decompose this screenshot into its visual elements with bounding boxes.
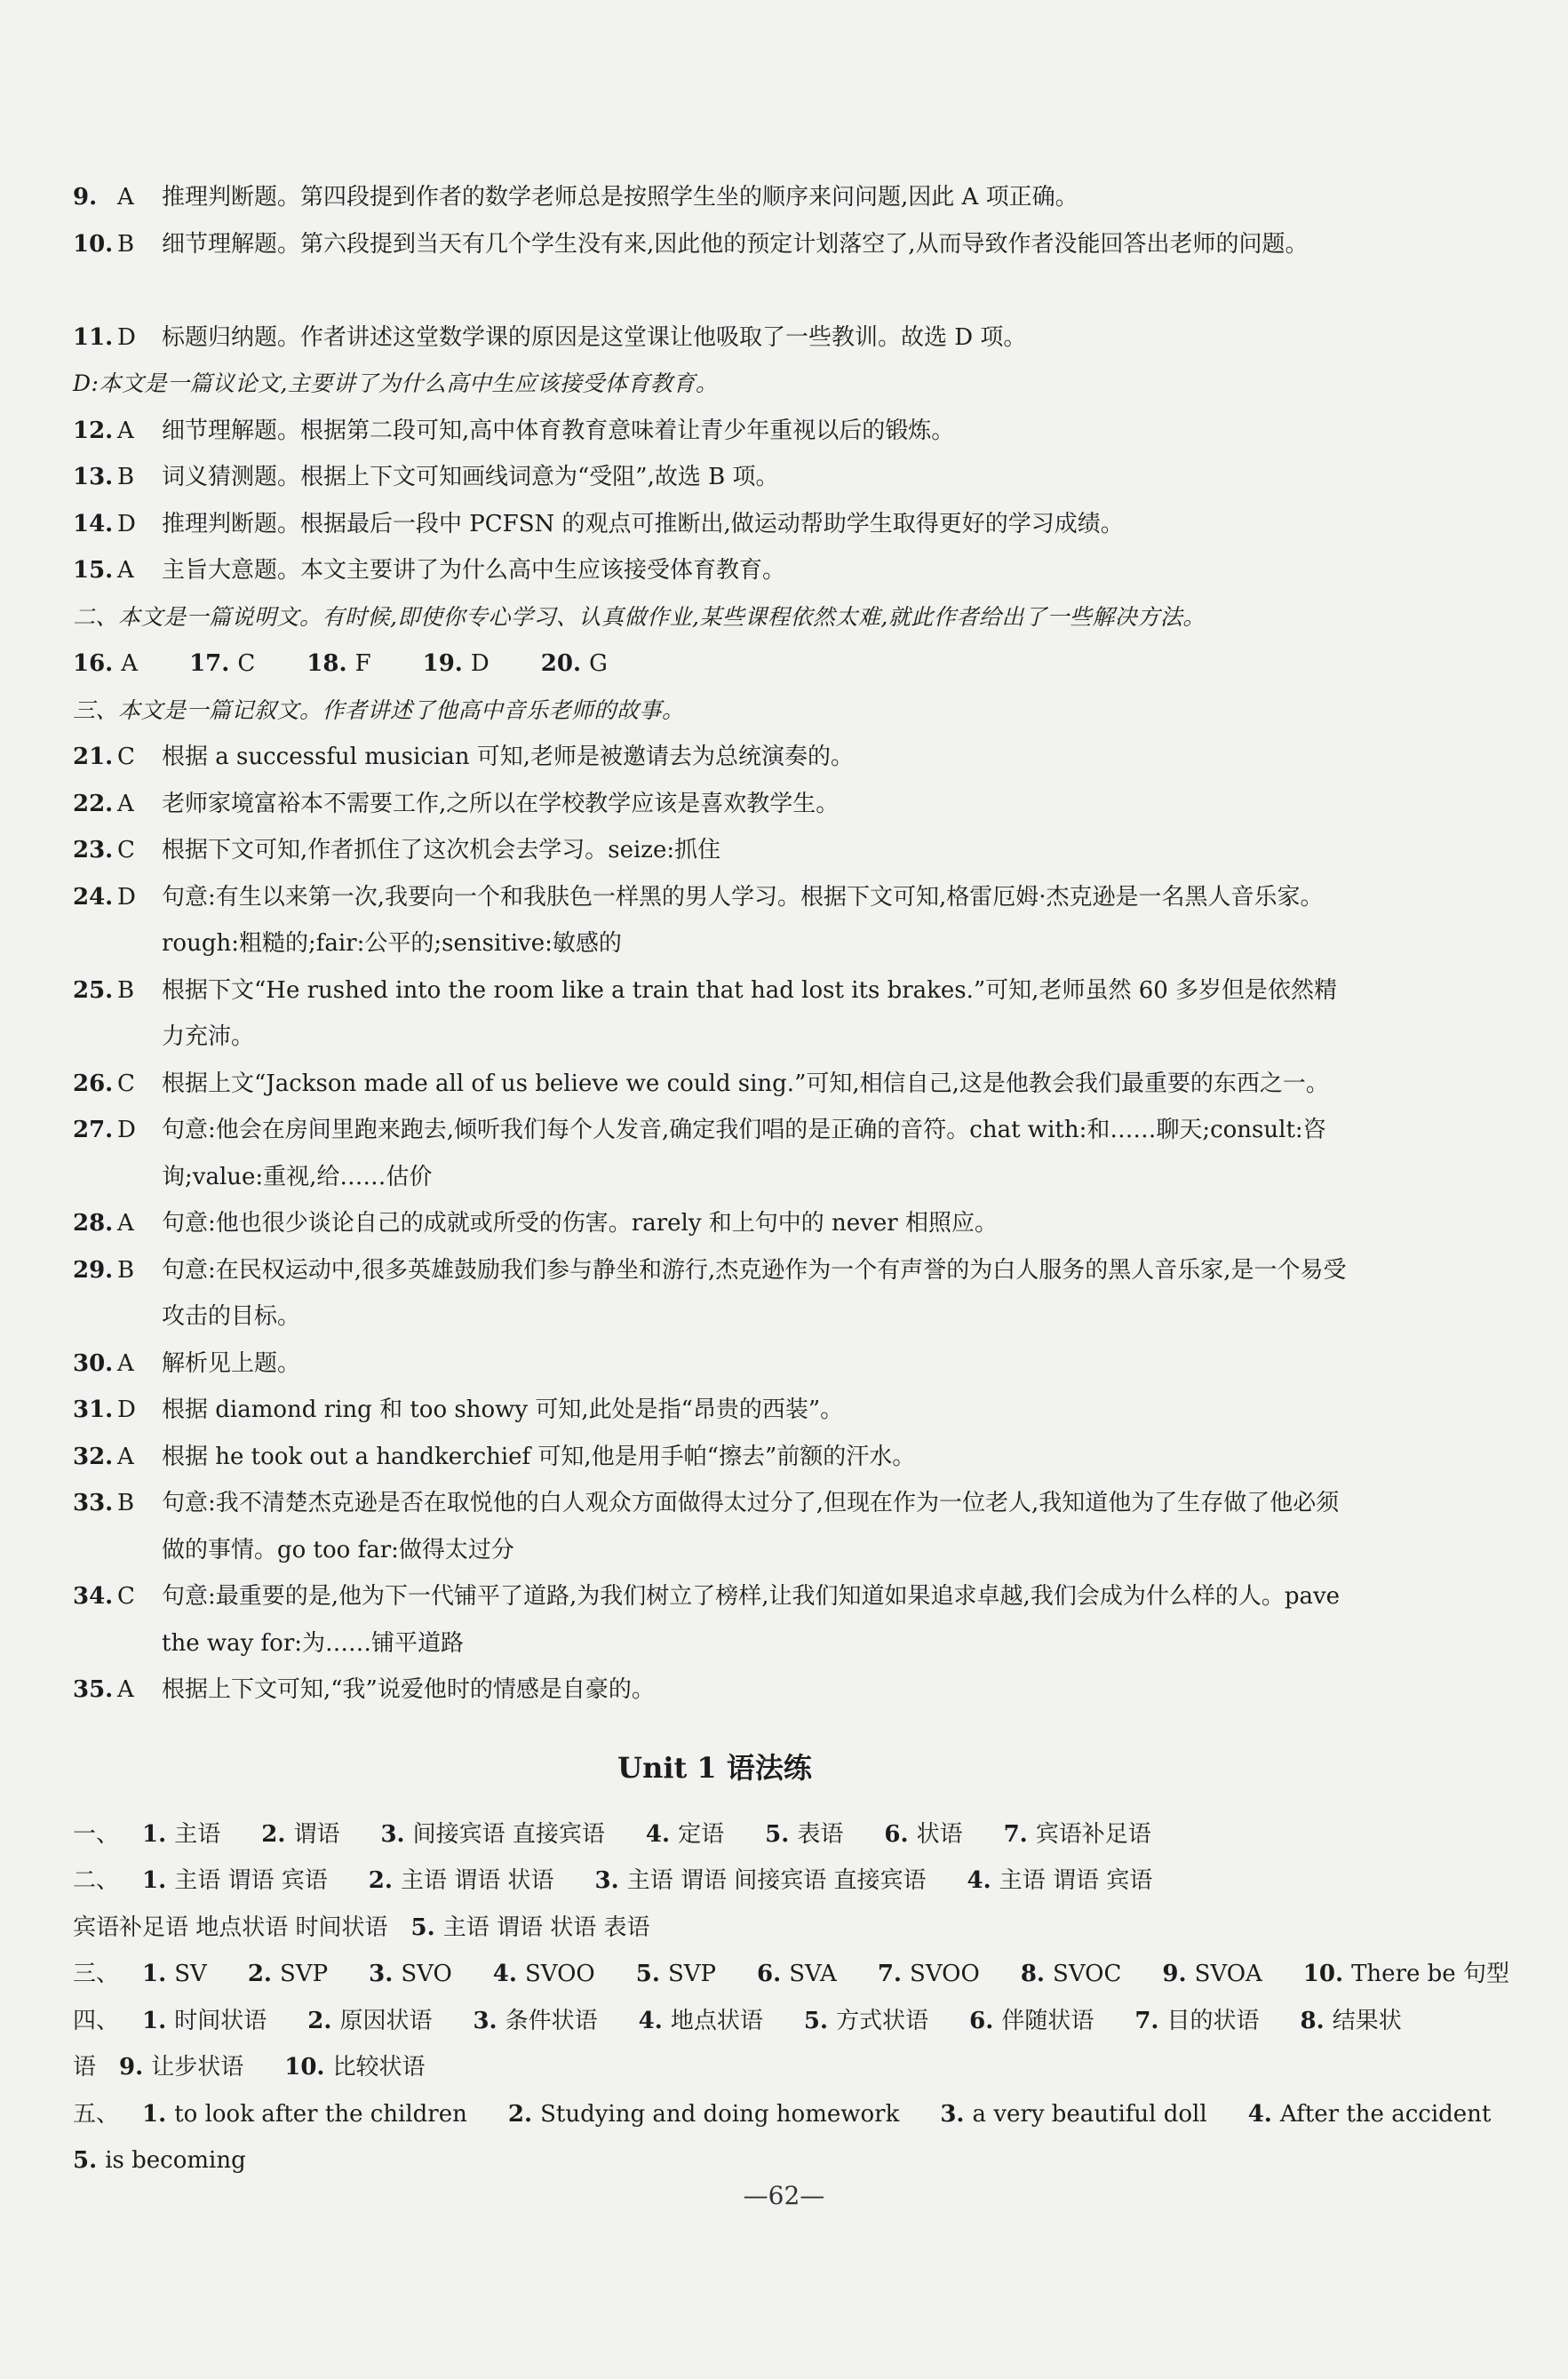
answer-item [73,547,1357,594]
answer-item [73,827,1357,874]
answer-explanation: 根据 he took out a handkerchief 可知,他是用手帕“擦去”前额的汗水。 [162,1443,916,1470]
grammar-text: 主语 [174,1820,221,1848]
question-number: 20. [540,650,590,677]
grammar-text: 间接宾语 直接宾语 [412,1820,605,1848]
answer-explanation: 根据下文“He rushed into the room like a train that had lost its brakes.”可知,老师虽然 60 多岁但是依然精力充沛。 [162,976,1338,1050]
answer-explanation: 根据上下文可知,“我”说爱他时的情感是自豪的。 [162,1676,655,1703]
answer-item [73,1107,1357,1200]
question-number: 22. [73,790,114,817]
answer-letter: B [117,230,135,258]
grammar-answer [940,2101,1230,2128]
grammar-text: is becoming [105,2147,246,2174]
answer-explanation: 推理判断题。根据最后一段中 PCFSN 的观点可推断出,做运动帮助学生取得更好的学习成绩。 [162,510,1124,537]
answer-explanation: 词义猜测题。根据上下文可知画线词意为“受阻”,故选 B 项。 [162,464,779,490]
grammar-text: 让步状语 [151,2054,244,2081]
answer-pair [306,650,394,677]
grammar-continued-text: 宾语补足语 地点状语 时间状语 [73,1914,388,1941]
grammar-number: 9. [1162,1961,1195,1987]
grammar-number: 4. [645,1820,679,1848]
answer-explanation: 根据上文“Jackson made all of us believe we could sing.”可知,相信自己,这是他教会我们最重要的东西之一。 [162,1070,1329,1097]
grammar-number: 4. [967,1867,999,1894]
grammar-number: 4. [638,2007,671,2034]
question-number: 12. [73,417,114,444]
answer-explanation: 根据下文可知,作者抓住了这次机会去学习。seize:抓住 [162,837,721,863]
grammar-number: 3. [369,1961,402,1987]
question-number: 17. [189,650,238,677]
grammar-number: 7. [1134,2007,1167,2034]
grammar-answer [284,2054,448,2081]
grammar-number: 3. [473,2007,505,2034]
answer-letter: D [117,1396,136,1423]
answer-letter: A [117,184,134,211]
grammar-answer [73,2147,269,2174]
answer-letter: B [117,464,135,490]
question-number: 30. [73,1349,114,1377]
grammar-answer [1303,1961,1532,1987]
answer-item [73,501,1357,548]
answer-content [73,174,1509,2184]
grammar-answer [142,1821,243,1848]
grammar-continued-text: 语 [73,2054,97,2081]
answer-letter: C [117,837,135,863]
question-number: 21. [73,744,114,770]
grammar-number: 10. [1302,1961,1352,1987]
grammar-text: 主语 谓语 状语 [400,1867,554,1894]
answer-item [73,1434,1357,1481]
question-number: 18. [306,650,355,677]
grammar-number: 2. [368,1867,401,1894]
answer-item [73,1341,1357,1388]
grammar-number: 5. [73,2147,106,2174]
grammar-text: After the accident [1279,2100,1492,2128]
grammar-text: 定语 [678,1820,725,1848]
grammar-number: 8. [1300,2007,1333,2034]
grammar-number: 6. [969,2007,1002,2034]
answer-explanation: 老师家境富裕本不需要工作,之所以在学校教学应该是喜欢教学生。 [162,790,840,817]
answer-explanation: 细节理解题。第六段提到当天有几个学生没有来,因此他的预定计划落空了,从而导致作者没能回答出老师的问题。 [162,230,1309,258]
grammar-answer [369,1961,475,1987]
grammar-part-label: 五、 [73,2100,120,2128]
grammar-part-label: 一、 [73,1820,120,1848]
grammar-answer [1301,2008,1425,2034]
answer-letter: D [117,883,136,911]
grammar-text: Studying and doing homework [540,2100,900,2128]
grammar-answer [878,1961,1003,1987]
grammar-part-5-line-1 [73,2091,1492,2138]
grammar-text: SVOA [1194,1961,1262,1987]
grammar-number: 1. [142,1961,175,1987]
grammar-answer [142,1961,230,1987]
grammar-answer [1004,1821,1174,1848]
page-number: —62— [743,2181,825,2210]
grammar-number: 1. [142,1867,175,1894]
grammar-answer [1162,1961,1285,1987]
grammar-text: SVO [401,1961,452,1987]
question-number: 14. [73,510,114,537]
grammar-text: 方式状语 [836,2007,929,2034]
answer-letter: C [117,1583,135,1610]
grammar-number: 6. [884,1820,917,1848]
grammar-number: 7. [877,1961,911,1987]
grammar-text: 比较状语 [332,2054,426,2081]
answer-letter: A [117,790,134,817]
answer-explanation: 句意:他也很少谈论自己的成就或所受的伤害。rarely 和上句中的 never 相照应。 [162,1210,998,1237]
grammar-part-4-line-1 [73,1998,1402,2045]
grammar-answer [493,1961,618,1987]
answer-explanation: 句意:他会在房间里跑来跑去,倾听我们每个人发音,确定我们唱的是正确的音符。chat with:和……聊天;consult:咨询;value:重视,给……估价 [162,1117,1326,1190]
question-number: 35. [73,1676,114,1703]
answer-letter: A [117,1443,134,1470]
grammar-number: 5. [410,1914,443,1941]
question-number: 32. [73,1443,114,1470]
grammar-number: 2. [261,1820,294,1848]
grammar-answer [804,2008,951,2034]
grammar-answer [1021,1961,1145,1987]
answer-explanation: 句意:有生以来第一次,我要向一个和我肤色一样黑的男人学习。根据下文可知,格雷厄姆·杰克逊是一名黑人音乐家。rough:粗糙的;fair:公平的;sensitive:敏感的 [162,883,1324,957]
answer-explanation: 句意:我不清楚杰克逊是否在取悦他的白人观众方面做得太过分了,但现在作为一位老人,我知道他为了生存做了他必须做的事情。go too far:做得太过分 [162,1490,1340,1563]
grammar-number: 8. [1020,1961,1054,1987]
grammar-part-4-line-2 [73,2044,1357,2091]
question-number: 31. [73,1396,114,1423]
grammar-text: SVA [789,1961,837,1987]
answer-item [73,454,1357,501]
grammar-text: 地点状语 [670,2007,763,2034]
question-number: 13. [73,464,114,490]
grammar-part-label: 二、 [73,1867,120,1894]
grammar-number: 3. [594,1867,627,1894]
answer-letter: A [117,1349,134,1377]
grammar-text: 主语 谓语 宾语 [174,1867,328,1894]
answer-item [73,781,1357,828]
answer-letter: G [589,650,608,677]
grammar-answer [594,1867,949,1894]
grammar-answer [248,1961,351,1987]
grammar-answer [765,1821,866,1848]
answer-letter: B [117,1490,135,1516]
grammar-number: 1. [142,2007,175,2034]
grammar-text: 原因状语 [339,2007,433,2034]
grammar-answer [639,2008,786,2034]
grammar-answer [411,1914,673,1941]
question-number: 34. [73,1583,114,1610]
grammar-number: 2. [507,2100,541,2128]
grammar-number: 1. [142,2100,175,2128]
answer-item [73,967,1357,1061]
question-number: 27. [73,1117,114,1143]
answer-item [73,174,1357,221]
grammar-text: SVOO [524,1961,595,1987]
answer-letter: D [117,1117,136,1143]
grammar-text: SVOC [1053,1961,1122,1987]
section-2-summary: 二、本文是一篇说明文。有时候,即使你专心学习、认真做作业,某些课程依然太难,就此作者给出了一些解决方法。 [73,603,1206,630]
answer-explanation: 解析见上题。 [162,1349,301,1377]
answer-explanation: 标题归纳题。作者讲述这堂数学课的原因是这堂课让他吸取了一些教训。故选 D 项。 [162,323,1027,351]
answer-item [73,221,1357,314]
answer-letter: D [117,323,136,351]
grammar-text: 状语 [916,1820,963,1848]
grammar-text: SVP [280,1961,329,1987]
question-number: 25. [73,976,114,1004]
answer-letter: D [470,650,490,677]
grammar-text: 伴随状语 [1001,2007,1094,2034]
answer-letter: A [117,1210,134,1237]
answer-explanation: 主旨大意题。本文主要讲了为什么高中生应该接受体育教育。 [162,557,786,584]
grammar-answer [142,2008,290,2034]
question-number: 19. [422,650,471,677]
grammar-answer [380,1821,627,1848]
answer-item [73,734,1357,781]
grammar-number: 2. [247,1961,281,1987]
answer-explanation: 句意:在民权运动中,很多英雄鼓励我们参与静坐和游行,杰克逊作为一个有声誉的为白人服务的黑人音乐家,是一个易受攻击的目标。 [162,1256,1347,1330]
answer-item [73,314,1357,362]
grammar-text: SV [174,1961,207,1987]
answer-item [73,1200,1357,1247]
grammar-part-label: 四、 [73,2007,120,2034]
answer-letter: B [117,1256,135,1284]
grammar-part-3 [73,1951,1509,1998]
answer-letter: C [237,650,256,677]
answer-item [73,874,1357,967]
question-number: 26. [73,1070,114,1097]
answer-explanation: 细节理解题。根据第二段可知,高中体育教育意味着让青少年重视以后的锻炼。 [162,417,955,444]
grammar-part-5-line-2 [73,2137,1357,2184]
grammar-answer [473,2008,620,2034]
answer-letter: F [354,650,371,677]
answer-explanation: 句意:最重要的是,他为下一代铺平了道路,为我们树立了榜样,让我们知道如果追求卓越,我们会成为什么样的人。pave the way for:为……铺平道路 [162,1583,1341,1657]
grammar-text: 条件状语 [505,2007,598,2034]
grammar-answer [969,2008,1117,2034]
grammar-number: 4. [1247,2100,1280,2128]
answer-letter: A [117,417,134,444]
grammar-answer [142,2101,490,2128]
answer-item [73,1480,1357,1573]
grammar-answer [142,1867,351,1894]
question-number: 11. [73,323,114,351]
answer-item [73,1573,1357,1667]
grammar-answer [1134,2008,1282,2034]
answer-item [73,1387,1357,1434]
question-number: 24. [73,883,114,911]
grammar-text: 目的状语 [1166,2007,1260,2034]
question-number: 16. [73,650,122,677]
grammar-answer [646,1821,747,1848]
grammar-part-2-line-2 [73,1905,1357,1952]
question-number: 15. [73,557,114,584]
question-number: 23. [73,837,114,863]
grammar-text: 主语 谓语 状语 表语 [442,1914,650,1941]
answer-item [73,1667,1357,1714]
answer-letter: C [117,744,135,770]
grammar-number: 1. [142,1820,175,1848]
grammar-text: SVP [667,1961,717,1987]
grammar-answer [757,1961,860,1987]
grammar-answer [119,2054,267,2081]
grammar-answer [261,1821,362,1848]
grammar-part-1 [73,1811,1357,1858]
answer-letter: A [117,1676,134,1703]
grammar-number: 7. [1003,1820,1036,1848]
grammar-part-2-line-1 [73,1858,1357,1905]
answer-explanation: 根据 a successful musician 可知,老师是被邀请去为总统演奏的。 [162,744,854,770]
answers-16-20 [73,640,1357,688]
grammar-number: 2. [307,2007,340,2034]
answer-letter: A [117,557,134,584]
grammar-text: 结果状 [1332,2007,1402,2034]
grammar-number: 5. [765,1820,798,1848]
answer-pair [73,650,161,677]
answer-item [73,1061,1357,1108]
grammar-text: There be 句型 [1351,1961,1509,1987]
grammar-answer [508,2101,922,2128]
grammar-text: 宾语补足语 [1035,1820,1151,1848]
answer-pair [541,650,631,677]
section-d-summary: D:本文是一篇议论文,主要讲了为什么高中生应该接受体育教育。 [73,370,719,396]
grammar-answer [636,1961,739,1987]
answer-item [73,1247,1357,1341]
question-number: 29. [73,1256,114,1284]
grammar-answer [369,1867,577,1894]
answer-item [73,408,1357,455]
grammar-number: 10. [284,2054,333,2081]
answer-letter: B [117,976,135,1004]
grammar-text: 谓语 [293,1820,340,1848]
grammar-answer [307,2008,455,2034]
grammar-number: 6. [757,1961,790,1987]
answer-explanation: 根据 diamond ring 和 too showy 可知,此处是指“昂贵的西装”。 [162,1396,844,1423]
question-number: 33. [73,1490,114,1516]
grammar-text: a very beautiful doll [972,2100,1207,2128]
grammar-number: 5. [803,2007,837,2034]
grammar-number: 9. [119,2054,152,2081]
grammar-text: 主语 谓语 宾语 [999,1867,1153,1894]
grammar-text: 时间状语 [174,2007,267,2034]
answer-pair [189,650,278,677]
grammar-number: 3. [940,2100,973,2128]
section-3-summary: 三、本文是一篇记叙文。作者讲述了他高中音乐老师的故事。 [73,696,685,723]
question-number: 28. [73,1210,114,1237]
grammar-text: SVOO [910,1961,980,1987]
grammar-number: 5. [635,1961,668,1987]
grammar-text: 表语 [797,1820,844,1848]
answer-letter: A [121,650,139,677]
question-number: 9. [73,184,98,211]
grammar-part-label: 三、 [73,1961,120,1987]
grammar-answer [884,1821,985,1848]
grammar-answer [967,1867,1175,1894]
answer-letter: D [117,510,136,537]
grammar-number: 3. [380,1820,413,1848]
grammar-number: 4. [492,1961,525,1987]
question-number: 10. [73,230,114,258]
answer-pair [423,650,513,677]
grammar-answer [1248,2101,1515,2128]
answer-letter: C [117,1070,135,1097]
grammar-text: 主语 谓语 间接宾语 直接宾语 [626,1867,927,1894]
answer-explanation: 推理判断题。第四段提到作者的数学老师总是按照学生坐的顺序来问问题,因此 A 项正确。 [162,184,1078,211]
grammar-text: to look after the children [174,2100,467,2128]
unit-title: Unit 1 语法练 [617,1750,812,1785]
